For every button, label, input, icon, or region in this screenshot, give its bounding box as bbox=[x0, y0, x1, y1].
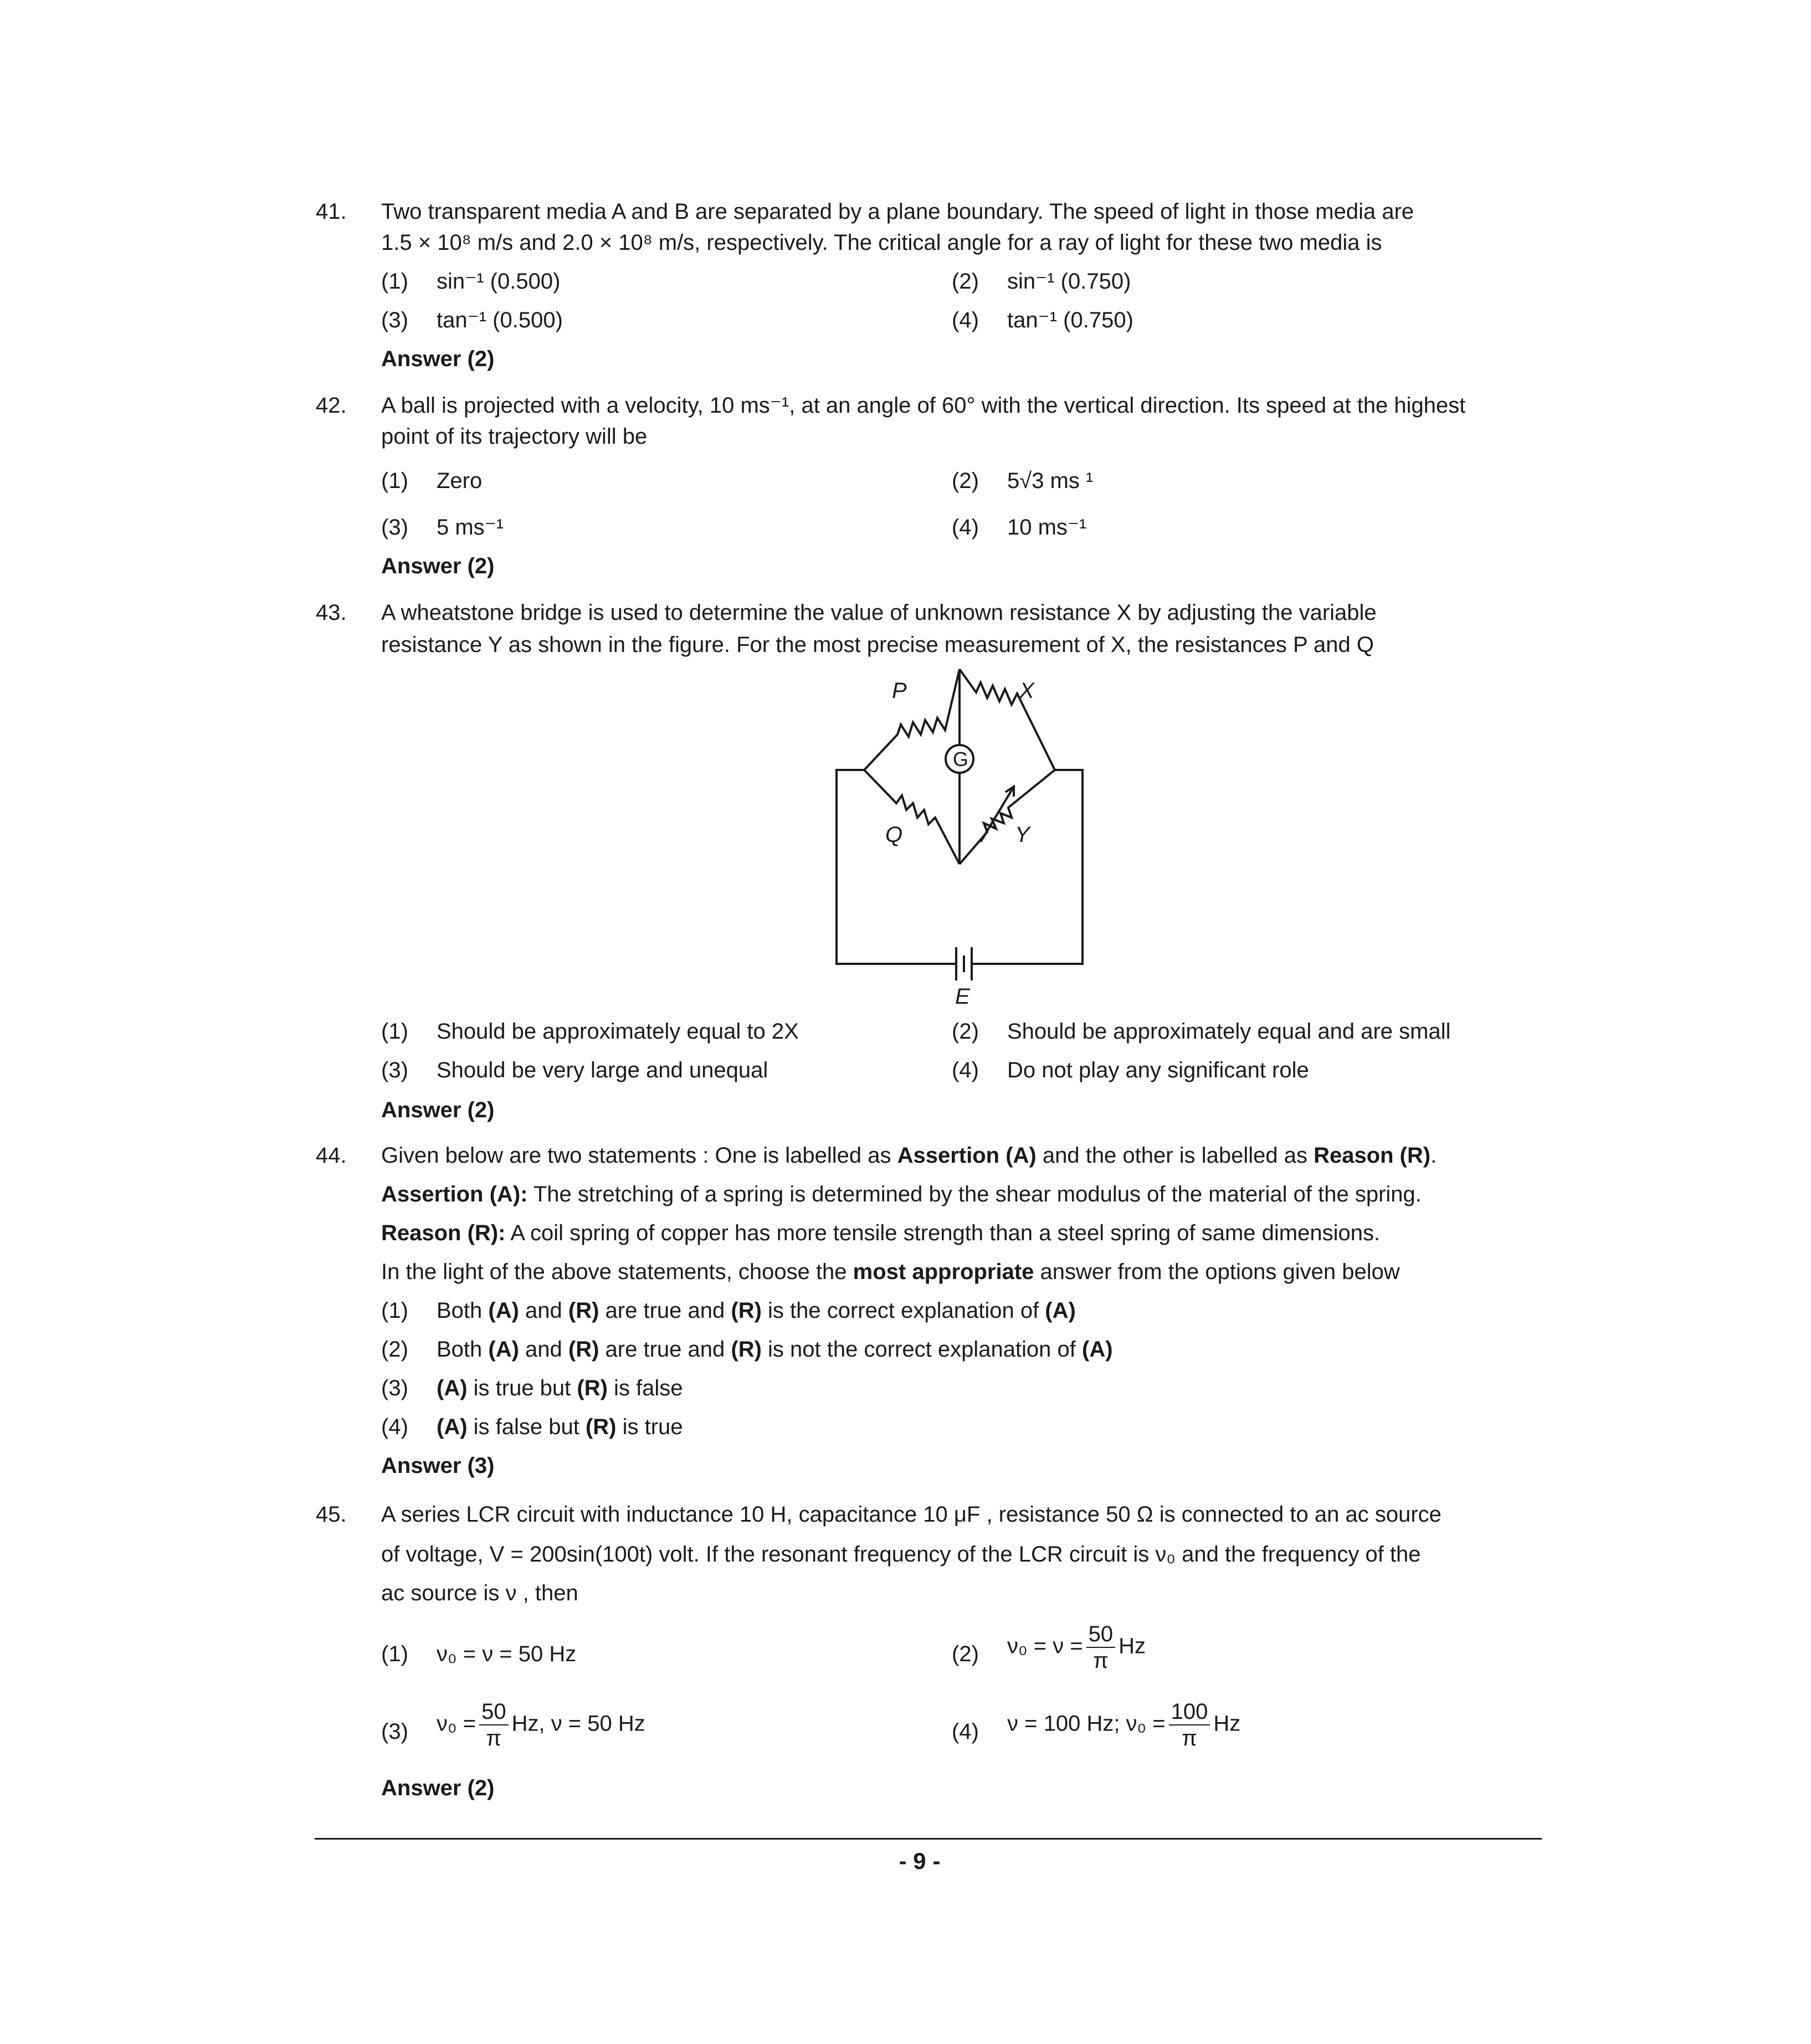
option-text: Should be approximately equal to 2X bbox=[437, 1019, 799, 1044]
option-text: 10 ms⁻¹ bbox=[1007, 515, 1087, 540]
option-number: (1) bbox=[381, 269, 408, 294]
answer-label: Answer (2) bbox=[381, 1776, 495, 1800]
option-text: Should be very large and unequal bbox=[437, 1058, 768, 1082]
option-text: ν₀ = $\frac{50}{\pi}$ Hz, ν = 50 Hz bbox=[437, 1699, 645, 1750]
option-number: (3) bbox=[381, 515, 408, 540]
instruction-line: In the light of the above statements, choose the most appropriate answer from the options given below bbox=[381, 1260, 1400, 1284]
option-text: sin⁻¹ (0.500) bbox=[437, 269, 561, 294]
question-text-line: 1.5 × 10⁸ m/s and 2.0 × 10⁸ m/s, respectively. The critical angle for a ray of light for these two media is bbox=[381, 230, 1382, 255]
option-number: (2) bbox=[381, 1337, 408, 1362]
wheatstone-bridge-figure bbox=[814, 654, 1091, 1019]
option-text: ν = 100 Hz; ν₀ = $\frac{100}{\pi}$ Hz bbox=[1007, 1699, 1241, 1750]
option-number: (3) bbox=[381, 1058, 408, 1082]
option-number: (3) bbox=[381, 1376, 408, 1400]
question-text-line: A series LCR circuit with inductance 10 H, capacitance 10 μF , resistance 50 Ω is connected to an ac source bbox=[381, 1502, 1441, 1527]
resistor-y bbox=[960, 770, 1055, 864]
fraction: $\frac{50}{\pi}$ bbox=[1086, 1623, 1116, 1672]
option-number: (4) bbox=[952, 1058, 979, 1082]
option-text: ν₀ = ν = 50 Hz bbox=[437, 1642, 577, 1666]
option-number: (4) bbox=[952, 515, 979, 540]
option-text: tan⁻¹ (0.500) bbox=[437, 308, 563, 332]
fraction: $\frac{50}{\pi}$ bbox=[479, 1701, 509, 1749]
option-text: 5 ms⁻¹ bbox=[437, 515, 504, 540]
question-text-line: of voltage, V = 200sin(100t) volt. If the resonant frequency of the LCR circuit is ν₀ and the frequency of the bbox=[381, 1542, 1421, 1567]
page-number: - 9 - bbox=[899, 1848, 941, 1874]
question-number: 42. bbox=[316, 393, 347, 418]
option-number: (2) bbox=[952, 1642, 979, 1666]
option-text: Both (A) and (R) are true and (R) is not the correct explanation of (A) bbox=[437, 1337, 1113, 1362]
option-number: (2) bbox=[952, 469, 979, 493]
option-number: (3) bbox=[381, 308, 408, 332]
question-text-line: resistance Y as shown in the figure. For the most precise measurement of X, the resistances P and Q bbox=[381, 633, 1374, 657]
footer-divider bbox=[315, 1838, 1542, 1840]
question-text-line: Given below are two statements : One is labelled as Assertion (A) and the other is labelled as Reason (R). bbox=[381, 1143, 1437, 1168]
answer-label: Answer (2) bbox=[381, 554, 495, 578]
variable-arrow bbox=[981, 787, 1014, 842]
label-p: P bbox=[892, 679, 907, 703]
option-number: (4) bbox=[952, 308, 979, 332]
fraction: $\frac{100}{\pi}$ bbox=[1169, 1701, 1210, 1749]
assertion-line: Assertion (A): The stretching of a spring is determined by the shear modulus of the material of the spring. bbox=[381, 1182, 1422, 1206]
answer-label: Answer (2) bbox=[381, 1098, 495, 1122]
label-g: G bbox=[953, 748, 969, 771]
option-number: (4) bbox=[952, 1719, 979, 1744]
question-text-line: point of its trajectory will be bbox=[381, 424, 648, 449]
option-text: (A) is false but (R) is true bbox=[437, 1415, 683, 1439]
option-number: (2) bbox=[952, 1019, 979, 1044]
label-q: Q bbox=[885, 823, 903, 847]
answer-label: Answer (3) bbox=[381, 1454, 495, 1478]
answer-label: Answer (2) bbox=[381, 347, 495, 371]
option-text: Zero bbox=[437, 469, 483, 493]
question-number: 44. bbox=[316, 1143, 347, 1168]
label-x: X bbox=[1019, 679, 1034, 703]
question-number: 45. bbox=[316, 1502, 347, 1527]
option-text: Both (A) and (R) are true and (R) is the correct explanation of (A) bbox=[437, 1298, 1076, 1323]
reason-line: Reason (R): A coil spring of copper has more tensile strength than a steel spring of same dimensions. bbox=[381, 1221, 1381, 1245]
question-text-line: A ball is projected with a velocity, 10 ms⁻¹, at an angle of 60° with the vertical direction. Its speed at the highest bbox=[381, 393, 1466, 418]
question-number: 43. bbox=[316, 600, 347, 625]
question-text-line: Two transparent media A and B are separated by a plane boundary. The speed of light in those media are bbox=[381, 199, 1414, 224]
label-y: Y bbox=[1015, 823, 1030, 847]
question-text-line: A wheatstone bridge is used to determine the value of unknown resistance X by adjusting the variable bbox=[381, 600, 1377, 625]
resistor-q bbox=[864, 770, 960, 864]
option-number: (1) bbox=[381, 1019, 408, 1044]
option-text: Do not play any significant role bbox=[1007, 1058, 1309, 1082]
option-number: (1) bbox=[381, 1642, 408, 1666]
option-number: (1) bbox=[381, 1298, 408, 1323]
option-number: (1) bbox=[381, 469, 408, 493]
option-text: Should be approximately equal and are small bbox=[1007, 1019, 1451, 1044]
option-number: (3) bbox=[381, 1719, 408, 1744]
option-text: (A) is true but (R) is false bbox=[437, 1376, 683, 1400]
option-number: (4) bbox=[381, 1415, 408, 1439]
option-text: tan⁻¹ (0.750) bbox=[1007, 308, 1133, 332]
question-text-line: ac source is ν , then bbox=[381, 1581, 578, 1605]
option-text: ν₀ = ν = $\frac{50}{\pi}$ Hz bbox=[1007, 1622, 1146, 1673]
option-text: 5√3 ms ¹ bbox=[1007, 469, 1094, 493]
question-number: 41. bbox=[316, 199, 347, 224]
option-number: (2) bbox=[952, 269, 979, 294]
option-text: sin⁻¹ (0.750) bbox=[1007, 269, 1131, 294]
label-e: E bbox=[955, 984, 970, 1009]
